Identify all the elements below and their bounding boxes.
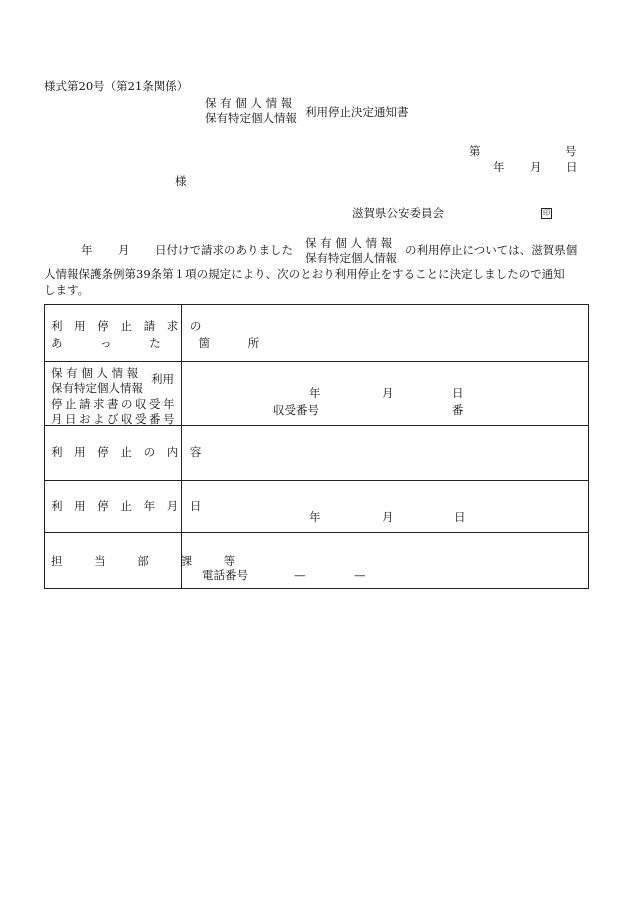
receipt-number-suffix: 番 [452, 403, 464, 417]
receipt-number-label: 収受番号 [273, 403, 319, 417]
body-line-2: 人情報保護条例第39条第１項の規定により、次のとおり利用停止をすることに決定しましたので通知 [44, 267, 565, 281]
label-line: 担 当 部 課 等 [51, 554, 250, 568]
receipt-label-stack [51, 368, 143, 394]
stop-year: 年 [309, 510, 321, 524]
sender-name: 滋賀県公安委員会 [352, 206, 444, 220]
table-row-content [45, 426, 589, 481]
receipt-stack-line-1: 保 有 個 人 情 報 [51, 366, 139, 380]
receipt-year: 年 [309, 386, 321, 400]
label-cell-content [45, 426, 206, 481]
receipt-day: 日 [452, 386, 464, 400]
label-line: 利 用 停 止 年 月 日 [51, 499, 206, 513]
value-cell-date[interactable] [182, 481, 589, 533]
label-cell-request-location [45, 305, 277, 362]
label-cell-receipt [45, 362, 182, 426]
stop-month: 月 [382, 510, 394, 524]
date-year: 年 [493, 160, 505, 174]
date-month: 月 [530, 160, 542, 174]
receipt-month: 月 [382, 386, 394, 400]
title-stack-line-1: 保 有 個 人 情 報 [205, 96, 293, 110]
label-line: 利 用 停 止 の 内 容 [51, 445, 206, 459]
title-stack [205, 98, 297, 124]
receipt-label-suffix: 利用 [151, 372, 174, 386]
table-row-request-location [45, 305, 589, 362]
table-row-date [45, 481, 589, 533]
decision-table [44, 304, 589, 589]
intro-year: 年 [81, 243, 93, 257]
number-prefix: 第 [469, 144, 481, 158]
phone-dash-2: — [354, 568, 366, 582]
phone-label: 電話番号 [202, 568, 248, 582]
receipt-stack-line-2: 保有特定個人情報 [51, 380, 143, 395]
value-cell-request-location[interactable] [182, 305, 589, 362]
date-day: 日 [566, 160, 578, 174]
document-title: 利用停止決定通知書 [305, 105, 409, 119]
stop-day: 日 [454, 510, 466, 524]
addressee-honorific: 様 [175, 174, 187, 188]
form-number: 様式第20号（第21条関係） [44, 79, 189, 93]
table-row-receipt [45, 362, 589, 426]
value-cell-receipt[interactable] [182, 362, 589, 426]
value-cell-department[interactable] [182, 533, 589, 589]
body-stack [305, 238, 397, 264]
label-cell-date [45, 481, 206, 533]
body-stack-line-1: 保 有 個 人 情 報 [305, 236, 393, 250]
title-stack-line-2: 保有特定個人情報 [205, 110, 297, 125]
body-line-1-suffix: の利用停止については、滋賀県個 [405, 243, 578, 257]
phone-dash-1: — [294, 568, 306, 582]
intro-month: 月 [118, 243, 130, 257]
value-cell-content[interactable] [182, 426, 589, 481]
label-line: 利 用 停 止 請 求 の [51, 319, 206, 333]
number-suffix: 号 [565, 144, 577, 158]
seal-mark: 印 [543, 209, 550, 217]
intro-date-text: 日付けで請求のありました [155, 243, 293, 257]
label-line: 停止請求書の収受年 [51, 397, 177, 411]
table-row-department [45, 533, 589, 589]
body-stack-line-2: 保有特定個人情報 [305, 250, 397, 265]
label-line: あ っ た 箇 所 [51, 336, 277, 350]
label-line: 月日および収受番号 [51, 412, 177, 426]
body-line-3: します。 [44, 283, 90, 297]
